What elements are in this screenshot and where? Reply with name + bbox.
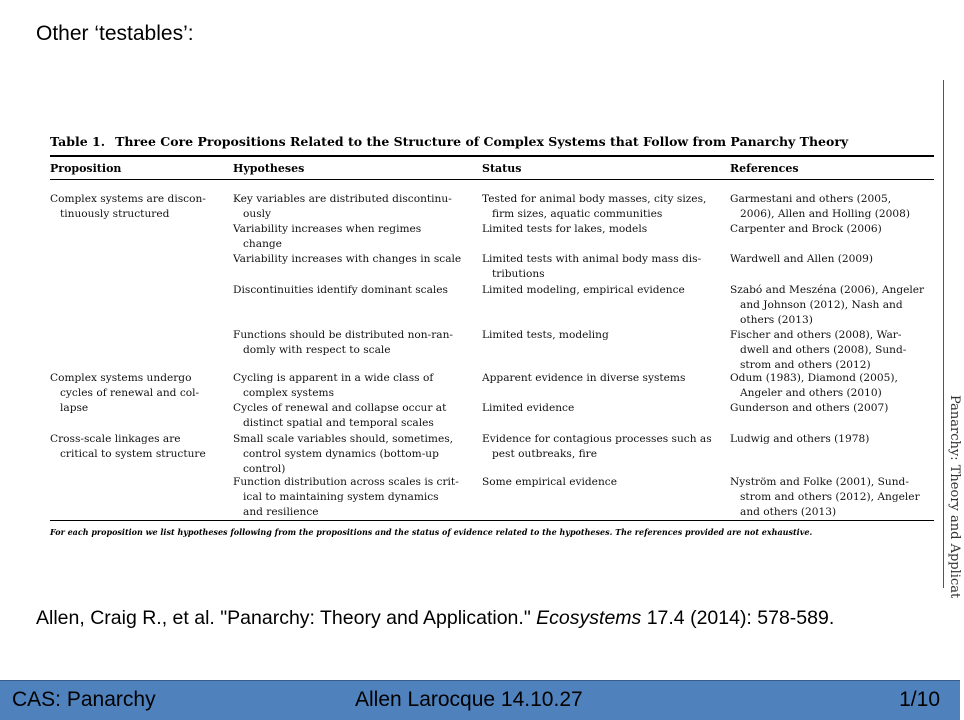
table-caption-text: Three Core Propositions Related to the Structure of Complex Systems that Follow from Panarchy Theory xyxy=(115,134,849,149)
table-cell-line: Evidence for contagious processes such as xyxy=(482,433,712,445)
table-cell-line: change xyxy=(243,238,282,250)
table-cell-line: Variability increases when regimes xyxy=(233,223,422,235)
table-cell-line: Odum (1983), Diamond (2005), xyxy=(730,372,898,384)
table-cell xyxy=(482,328,609,343)
table-cell-line: Small scale variables should, sometimes, xyxy=(233,433,454,445)
table-cell-line: strom and others (2012), Angeler xyxy=(740,491,920,503)
table-cell-line: Complex systems undergo xyxy=(50,372,192,384)
table-cell-line: ously xyxy=(243,208,272,220)
footer-page-number: 1/10 xyxy=(899,688,940,711)
table-cell xyxy=(50,192,206,222)
table-cell xyxy=(233,328,453,358)
side-running-head xyxy=(947,395,964,599)
table-cell xyxy=(233,371,433,401)
table-cell-line: Gunderson and others (2007) xyxy=(730,402,889,414)
table-cell-line: Wardwell and Allen (2009) xyxy=(730,253,874,265)
table-cell xyxy=(730,328,906,373)
table-cell-line: Complex systems are discon- xyxy=(50,193,206,205)
table-cell-line: ical to maintaining system dynamics xyxy=(243,491,439,503)
table-cell-line: Key variables are distributed discontinu- xyxy=(233,193,452,205)
table-cell-line: Cycling is apparent in a wide class of xyxy=(233,372,434,384)
table-cell xyxy=(482,252,701,282)
table-cell-line: Function distribution across scales is crit- xyxy=(233,476,459,488)
table-cell-line: Garmestani and others (2005, xyxy=(730,193,892,205)
table-cell-line: Carpenter and Brock (2006) xyxy=(730,223,882,235)
table-cell-line: tinuously structured xyxy=(60,208,170,220)
citation-prefix: Allen, Craig R., et al. "Panarchy: Theory and Application." xyxy=(36,607,537,629)
table-cell xyxy=(233,432,453,477)
table-cell xyxy=(233,283,448,298)
table-cell xyxy=(730,222,882,237)
table-cell xyxy=(233,252,461,267)
table-footnote: For each proposition we list hypotheses following from the propositions and the status of evidence related to the hypotheses. The references provided are not exhaustive. xyxy=(50,527,813,537)
table-cell-line: Limited tests for lakes, models xyxy=(482,223,648,235)
footer-bar xyxy=(0,680,960,720)
table-scan xyxy=(40,122,930,552)
table-cell-line: Apparent evidence in diverse systems xyxy=(482,372,686,384)
table-cell-line: others (2013) xyxy=(740,314,813,326)
table-cell-line: lapse xyxy=(60,402,89,414)
table-cell-line: Variability increases with changes in scale xyxy=(233,253,462,265)
table-cell-line: domly with respect to scale xyxy=(243,344,391,356)
table-cell-line: control) xyxy=(243,463,286,475)
table-cell xyxy=(482,432,712,462)
table-cell-line: Tested for animal body masses, city sizes, xyxy=(482,193,707,205)
table-cell xyxy=(233,192,452,222)
table-cell-line: tributions xyxy=(492,268,545,280)
table-cell xyxy=(730,283,924,328)
table-cell xyxy=(482,283,685,298)
table-cell xyxy=(482,401,574,416)
table-cell-line: control system dynamics (bottom-up xyxy=(243,448,439,460)
table-cell-line: Fischer and others (2008), War- xyxy=(730,329,902,341)
footer-author-date: Allen Larocque 14.10.27 xyxy=(355,688,583,711)
table-cell-line: Limited modeling, empirical evidence xyxy=(482,284,685,296)
table-cell-line: Nyström and Folke (2001), Sund- xyxy=(730,476,909,488)
slide-title: Other ‘testables’: xyxy=(36,22,194,45)
table-header-rule xyxy=(50,179,934,180)
table-cell-line: dwell and others (2008), Sund- xyxy=(740,344,907,356)
table-cell xyxy=(730,252,873,267)
table-cell-line: strom and others (2012) xyxy=(740,359,871,371)
table-cell xyxy=(730,475,920,520)
table-cell xyxy=(482,222,647,237)
table-cell-line: complex systems xyxy=(243,387,335,399)
table-cell-line: Limited tests, modeling xyxy=(482,329,609,341)
table-caption xyxy=(50,134,848,149)
table-header-hypotheses: Hypotheses xyxy=(233,162,305,175)
table-cell-line: distinct spatial and temporal scales xyxy=(243,417,434,429)
citation-suffix: 17.4 (2014): 578-589. xyxy=(641,607,835,629)
side-divider xyxy=(943,80,944,588)
table-cell-line: pest outbreaks, fire xyxy=(492,448,597,460)
table-cell-line: Some empirical evidence xyxy=(482,476,617,488)
table-cell-line: Szabó and Meszéna (2006), Angeler xyxy=(730,284,925,296)
table-cell-line: Discontinuities identify dominant scales xyxy=(233,284,448,296)
table-cell xyxy=(482,475,617,490)
table-cell-line: Ludwig and others (1978) xyxy=(730,433,870,445)
citation-journal: Ecosystems xyxy=(536,607,642,629)
table-cell xyxy=(730,192,910,222)
table-label: Table 1. xyxy=(50,134,106,149)
table-cell-line: Limited evidence xyxy=(482,402,575,414)
table-cell-line: firm sizes, aquatic communities xyxy=(492,208,663,220)
table-cell-line: Angeler and others (2010) xyxy=(740,387,882,399)
footer-course: CAS: Panarchy xyxy=(12,688,156,711)
table-cell-line: Cycles of renewal and collapse occur at xyxy=(233,402,447,414)
table-cell-line: critical to system structure xyxy=(60,448,206,460)
table-cell xyxy=(730,401,888,416)
table-bottom-rule xyxy=(50,520,934,521)
table-cell xyxy=(50,371,199,416)
table-header-references: References xyxy=(730,162,799,175)
table-cell xyxy=(50,432,206,462)
table-cell-line: Limited tests with animal body mass dis- xyxy=(482,253,702,265)
table-header-proposition: Proposition xyxy=(50,162,122,175)
table-cell-line: Functions should be distributed non-ran- xyxy=(233,329,453,341)
table-cell-line: cycles of renewal and col- xyxy=(60,387,200,399)
table-top-rule xyxy=(50,155,934,157)
table-cell-line: and others (2013) xyxy=(740,506,837,518)
table-cell xyxy=(233,475,459,520)
table-header-status: Status xyxy=(482,162,522,175)
table-cell xyxy=(233,222,421,252)
table-cell xyxy=(730,371,898,401)
table-cell xyxy=(730,432,869,447)
table-cell xyxy=(482,371,685,386)
table-cell-line: 2006), Allen and Holling (2008) xyxy=(740,208,910,220)
table-cell-line: and resilience xyxy=(243,506,319,518)
side-running-head-text: Panarchy: Theory and Applicat xyxy=(947,395,962,599)
citation xyxy=(36,607,834,630)
table-cell xyxy=(233,401,446,431)
table-cell-line: Cross-scale linkages are xyxy=(50,433,181,445)
table-cell-line: and Johnson (2012), Nash and xyxy=(740,299,903,311)
table-cell xyxy=(482,192,706,222)
